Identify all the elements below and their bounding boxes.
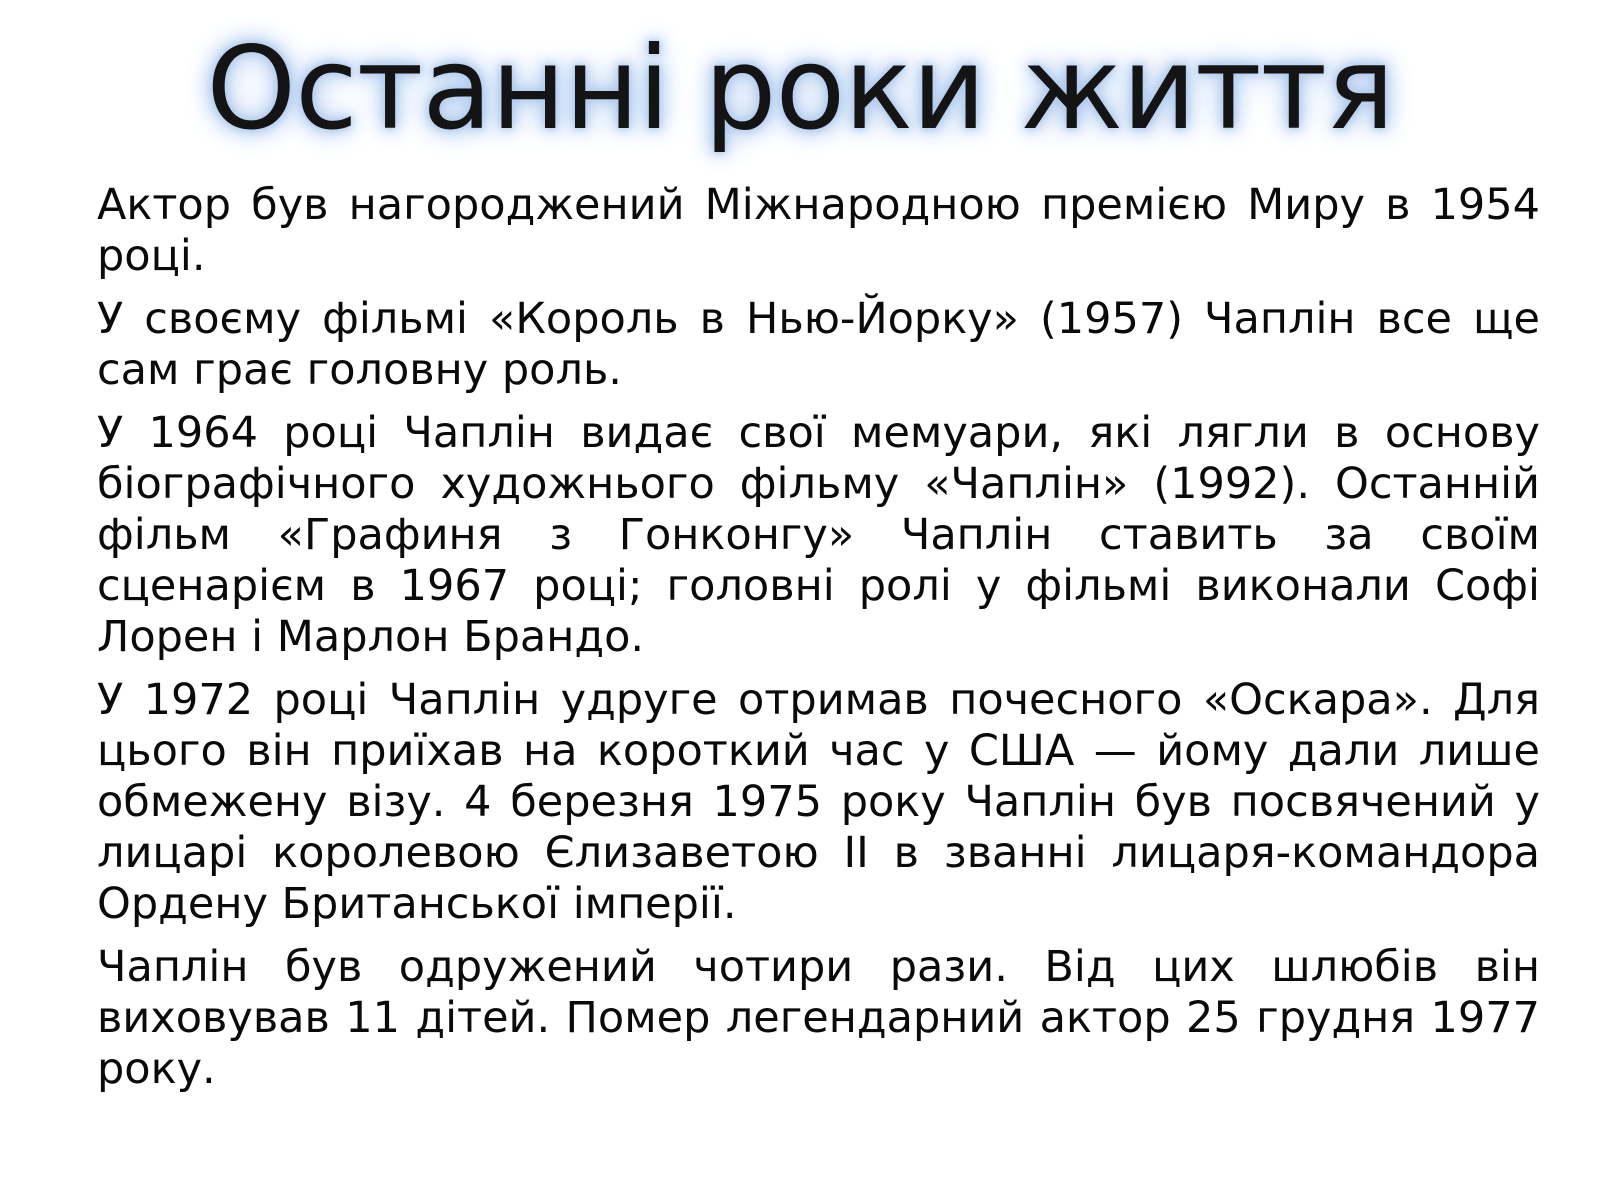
slide-body <box>97 180 1540 1107</box>
slide-title: Останні роки життя <box>206 22 1394 155</box>
paragraph-peace-prize: Актор був нагороджений Міжнародною премією Миру в 1954 році. <box>97 180 1540 281</box>
paragraph-king-in-new-york: У своєму фільмі «Король в Нью-Йорку» (1957) Чаплін все ще сам грає головну роль. <box>97 294 1540 395</box>
paragraph-oscar-knighthood: У 1972 році Чаплін удруге отримав почесного «Оскара». Для цього він приїхав на короткий час у США — йому дали лише обмежену візу. 4 березня 1975 року Чаплін був посвячений у лицарі королевою Єлизаветою II в званні лицаря-командора Ордену Британської імперії. <box>97 675 1540 929</box>
paragraph-memoirs: У 1964 році Чаплін видає свої мемуари, які лягли в основу біографічного художнього фільму «Чаплін» (1992). Останній фільм «Графиня з Гонконгу» Чаплін ставить за своїм сценарієм в 1967 році; головні ролі у фільмі виконали Софі Лорен і Марлон Брандо. <box>97 408 1540 662</box>
paragraph-family-death: Чаплін був одружений чотири рази. Від цих шлюбів він виховував 11 дітей. Помер легендарний актор 25 грудня 1977 року. <box>97 942 1540 1094</box>
